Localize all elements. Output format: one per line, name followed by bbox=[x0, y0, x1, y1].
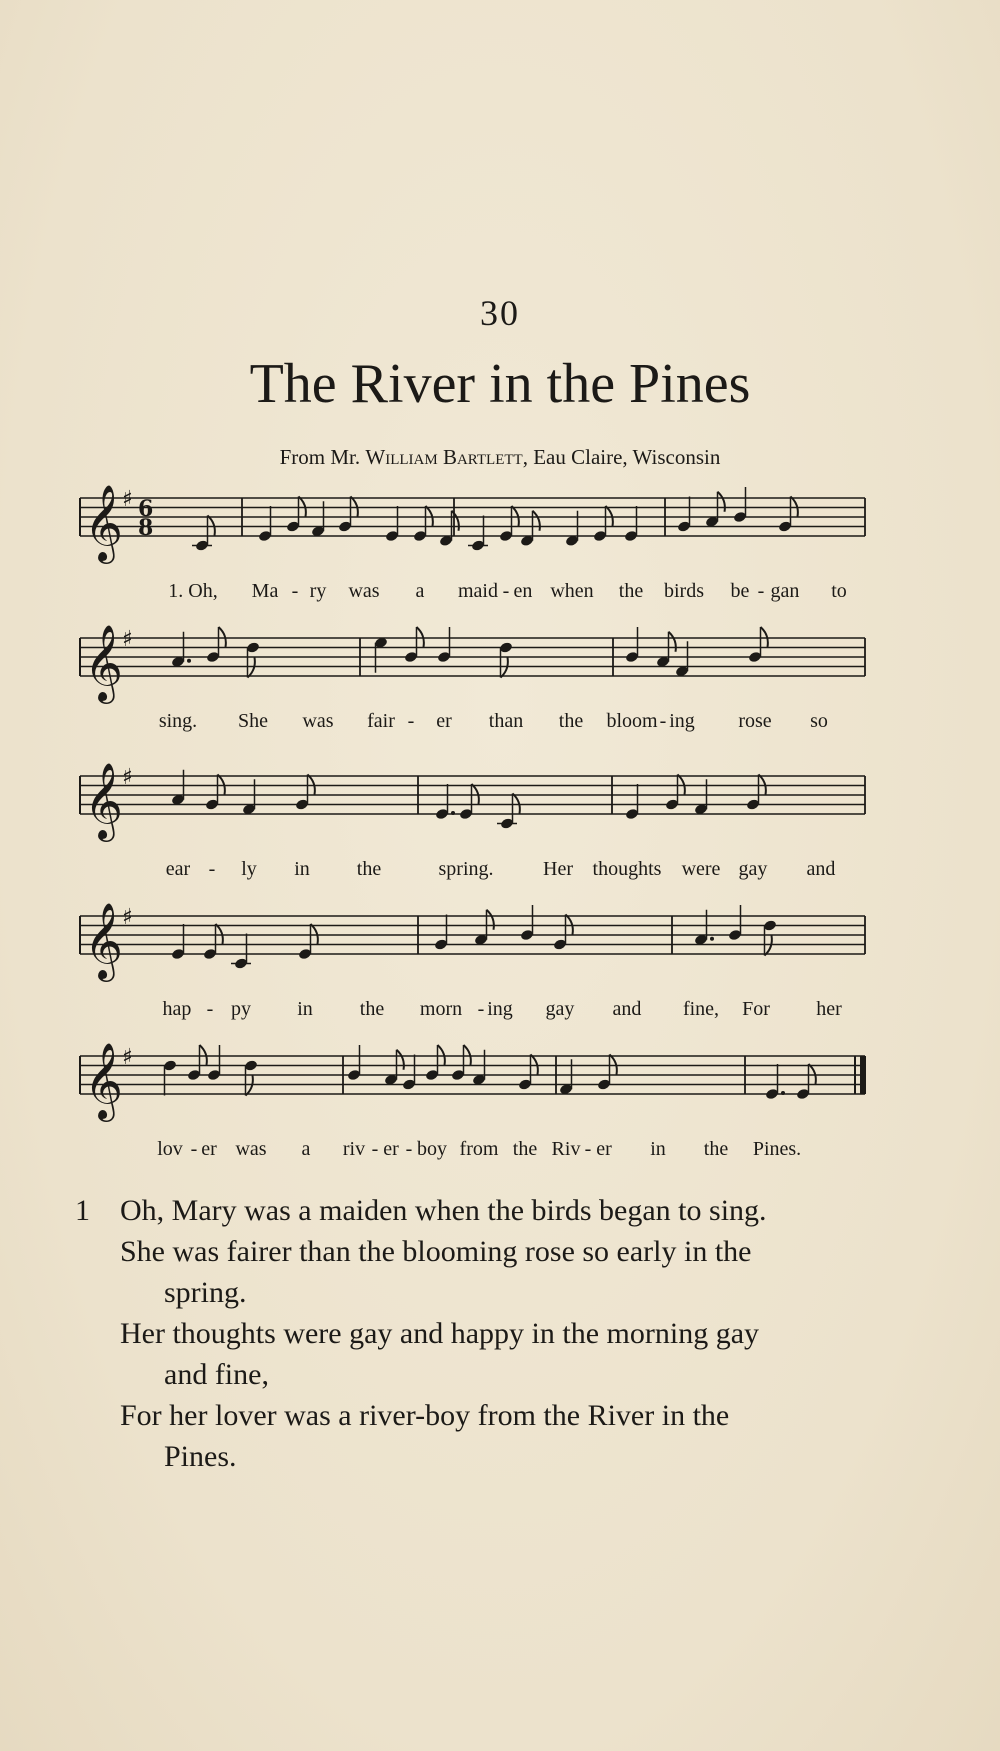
lyric-syllable: er bbox=[383, 1138, 399, 1160]
source-name: William Bartlett bbox=[365, 445, 523, 469]
note bbox=[763, 919, 777, 955]
lyric-syllable: was bbox=[348, 580, 380, 602]
note bbox=[665, 775, 685, 811]
note bbox=[474, 910, 494, 946]
lyric-syllable: riv bbox=[342, 1138, 366, 1160]
verse-line: Pines. bbox=[164, 1440, 237, 1473]
note bbox=[520, 511, 540, 547]
lyric-syllable: For bbox=[742, 998, 770, 1020]
note bbox=[347, 1045, 361, 1081]
lyric-syllable: thoughts bbox=[592, 858, 662, 880]
lyric-syllable: - bbox=[502, 580, 510, 602]
lyric-syllable: a bbox=[415, 580, 425, 602]
lyric-syllable: - bbox=[206, 998, 214, 1020]
lyric-syllable: ing bbox=[669, 710, 695, 732]
note bbox=[437, 627, 451, 663]
treble-clef-icon: 𝄞 bbox=[84, 624, 124, 701]
lyric-syllable: the bbox=[512, 1138, 538, 1160]
staff-lines bbox=[80, 498, 865, 536]
note bbox=[374, 636, 388, 672]
lyric-syllable: be bbox=[730, 580, 750, 602]
note bbox=[404, 627, 424, 663]
lyric-syllable: lov bbox=[157, 1138, 183, 1160]
lyric-syllable: the bbox=[356, 858, 382, 880]
note bbox=[207, 1045, 221, 1081]
lyric-syllable: was bbox=[235, 1138, 267, 1160]
note bbox=[242, 779, 256, 815]
lyric-syllable: a bbox=[301, 1138, 311, 1160]
lyric-syllable: sing. bbox=[158, 710, 198, 732]
lyric-syllable: fine, bbox=[682, 998, 720, 1020]
note bbox=[171, 770, 185, 806]
lyric-syllable: er bbox=[201, 1138, 217, 1160]
lyric-syllable: gay bbox=[545, 998, 575, 1020]
lyric-syllable: - bbox=[291, 580, 299, 602]
lyric-syllable: ry bbox=[309, 580, 327, 602]
note bbox=[295, 775, 315, 811]
lyric-syllable: from bbox=[459, 1138, 499, 1160]
verse-line: For her lover was a river-boy from the River in the bbox=[120, 1399, 730, 1432]
lyric-syllable: the bbox=[558, 710, 584, 732]
verse-line: Oh, Mary was a maiden when the birds began to sing. bbox=[120, 1194, 767, 1227]
note bbox=[298, 924, 318, 960]
note bbox=[435, 784, 455, 820]
lyric-syllable: en bbox=[513, 580, 533, 602]
lyric-syllable: birds bbox=[664, 580, 704, 602]
music-system-3 bbox=[0, 748, 1000, 858]
note bbox=[244, 1059, 258, 1095]
lyric-syllable: er bbox=[436, 710, 452, 732]
sharp-icon: ♯ bbox=[122, 627, 133, 652]
sharp-icon: ♯ bbox=[122, 905, 133, 930]
music-system-2 bbox=[0, 610, 1000, 720]
lyric-syllable: She bbox=[238, 710, 268, 732]
song-title: The River in the Pines bbox=[249, 353, 751, 415]
music-system-5 bbox=[0, 1028, 1000, 1138]
source-credit bbox=[0, 445, 1000, 470]
note bbox=[171, 632, 191, 668]
lyric-syllable: - bbox=[477, 998, 485, 1020]
note bbox=[286, 497, 306, 533]
note bbox=[468, 516, 488, 552]
lyric-syllable: gay bbox=[738, 858, 768, 880]
note bbox=[565, 511, 579, 547]
verse-line: She was fairer than the blooming rose so early in the bbox=[120, 1235, 752, 1268]
lyric-syllable: rose bbox=[738, 710, 772, 732]
note bbox=[733, 487, 747, 523]
note bbox=[311, 501, 325, 537]
lyric-syllable: boy bbox=[417, 1138, 447, 1160]
lyric-syllable: Her bbox=[543, 858, 573, 880]
note bbox=[499, 506, 519, 542]
note bbox=[553, 915, 573, 951]
note bbox=[384, 1050, 404, 1086]
note bbox=[472, 1050, 486, 1086]
music-system-4 bbox=[0, 888, 1000, 998]
sharp-icon: ♯ bbox=[122, 487, 133, 512]
sharp-icon: ♯ bbox=[122, 765, 133, 790]
lyric-syllable: were bbox=[681, 858, 721, 880]
lyric-syllable: and bbox=[806, 858, 836, 880]
note bbox=[796, 1064, 816, 1100]
treble-clef-icon: 𝄞 bbox=[84, 902, 124, 979]
verse-line: spring. bbox=[164, 1276, 247, 1309]
note bbox=[559, 1059, 573, 1095]
lyric-syllable: ear bbox=[165, 858, 191, 880]
note bbox=[518, 1055, 538, 1091]
source-suffix: , Eau Claire, Wisconsin bbox=[522, 445, 721, 469]
lyric-syllable: when bbox=[550, 580, 594, 602]
note bbox=[258, 506, 272, 542]
lyric-syllable: was bbox=[302, 710, 334, 732]
note bbox=[192, 516, 215, 552]
lyric-syllable: Riv bbox=[551, 1138, 581, 1160]
note bbox=[187, 1045, 207, 1081]
note bbox=[163, 1059, 177, 1095]
source-prefix: From Mr. bbox=[279, 445, 366, 469]
note bbox=[694, 779, 708, 815]
staff-lines bbox=[80, 776, 865, 814]
verse-number: 1 bbox=[75, 1194, 90, 1227]
lyric-syllable: Ma bbox=[251, 580, 279, 602]
lyric-syllable: gan bbox=[770, 580, 800, 602]
lyric-syllable: - bbox=[190, 1138, 198, 1160]
note bbox=[205, 775, 225, 811]
lyric-syllable: hap bbox=[162, 998, 192, 1020]
note bbox=[338, 497, 358, 533]
note bbox=[765, 1064, 785, 1100]
lyric-syllable: fair bbox=[367, 710, 395, 732]
treble-clef-icon: 𝄞 bbox=[84, 762, 124, 839]
lyric-syllable: than bbox=[488, 710, 524, 732]
note bbox=[439, 511, 459, 547]
lyric-syllable: 1. Oh, bbox=[168, 580, 218, 602]
note bbox=[206, 627, 226, 663]
lyric-syllable: - bbox=[208, 858, 216, 880]
lyric-syllable: - bbox=[371, 1138, 379, 1160]
lyric-syllable: so bbox=[810, 710, 828, 732]
treble-clef-icon: 𝄞 bbox=[84, 1042, 124, 1119]
note bbox=[459, 784, 479, 820]
lyric-syllable: - bbox=[757, 580, 765, 602]
verse-line: Her thoughts were gay and happy in the morning gay bbox=[120, 1317, 760, 1350]
note bbox=[434, 915, 448, 951]
lyric-syllable: Pines. bbox=[752, 1138, 802, 1160]
lyric-syllable: the bbox=[359, 998, 385, 1020]
verse-line: and fine, bbox=[164, 1358, 269, 1391]
note bbox=[597, 1055, 617, 1091]
lyric-syllable: the bbox=[618, 580, 644, 602]
note bbox=[231, 934, 251, 970]
sharp-icon: ♯ bbox=[122, 1045, 133, 1070]
staff-lines bbox=[80, 638, 865, 676]
lyric-syllable: and bbox=[612, 998, 642, 1020]
note bbox=[413, 506, 433, 542]
note bbox=[625, 784, 639, 820]
lyric-syllable: ing bbox=[487, 998, 513, 1020]
lyric-syllable: ly bbox=[241, 858, 257, 880]
note bbox=[656, 632, 676, 668]
note bbox=[624, 506, 638, 542]
final-barline-thick bbox=[860, 1056, 866, 1094]
lyric-syllable: her bbox=[816, 998, 842, 1020]
lyric-syllable: the bbox=[703, 1138, 729, 1160]
note bbox=[748, 627, 768, 663]
time-signature-bottom: 8 bbox=[138, 515, 154, 541]
note bbox=[746, 775, 766, 811]
note bbox=[425, 1045, 445, 1081]
treble-clef-icon: 𝄞 bbox=[84, 484, 124, 561]
note bbox=[385, 506, 399, 542]
note bbox=[728, 905, 742, 941]
note bbox=[171, 924, 185, 960]
music-system-1 bbox=[0, 470, 1000, 600]
note bbox=[675, 641, 689, 677]
lyric-syllable: spring. bbox=[438, 858, 494, 880]
note bbox=[593, 506, 613, 542]
lyric-syllable: bloom bbox=[606, 710, 658, 732]
note bbox=[246, 641, 260, 677]
note bbox=[520, 905, 534, 941]
note bbox=[677, 497, 691, 533]
lyric-syllable: - bbox=[405, 1138, 413, 1160]
note bbox=[203, 924, 223, 960]
page-number: 30 bbox=[480, 293, 520, 333]
lyric-syllable: in bbox=[297, 998, 313, 1020]
note bbox=[497, 794, 520, 830]
lyric-syllable: in bbox=[650, 1138, 666, 1160]
lyric-syllable: morn bbox=[419, 998, 463, 1020]
lyric-syllable: er bbox=[596, 1138, 612, 1160]
lyric-syllable: maid bbox=[458, 580, 498, 602]
note bbox=[705, 492, 725, 528]
lyric-syllable: in bbox=[294, 858, 310, 880]
time-signature-top: 6 bbox=[138, 496, 154, 522]
lyric-syllable: - bbox=[659, 710, 667, 732]
staff-lines bbox=[80, 916, 865, 954]
note bbox=[778, 497, 798, 533]
lyric-syllable: - bbox=[584, 1138, 592, 1160]
note bbox=[694, 910, 714, 946]
lyric-syllable: to bbox=[831, 580, 847, 602]
lyric-syllable: py bbox=[231, 998, 251, 1020]
lyric-syllable: - bbox=[407, 710, 415, 732]
note bbox=[625, 627, 639, 663]
note bbox=[499, 641, 513, 677]
note bbox=[451, 1045, 471, 1081]
